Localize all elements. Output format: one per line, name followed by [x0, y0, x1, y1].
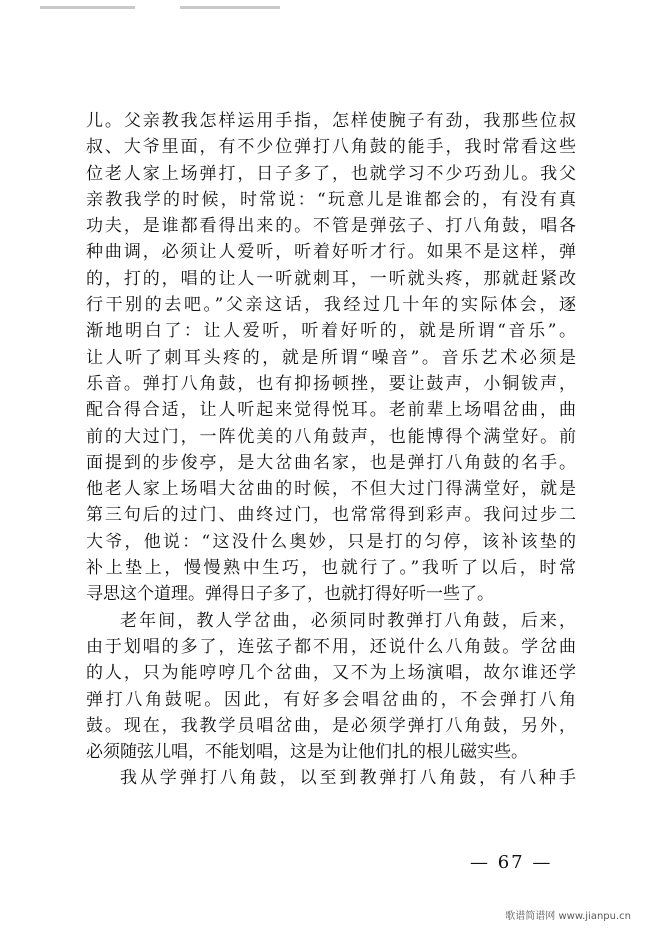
text-line: 儿。父亲教我怎样运用手指，怎样使腕子有劲，我那些位叔	[86, 111, 576, 131]
text-line: 弹打八角鼓呢。因此，有好多会唱岔曲的，不会弹打八角	[86, 689, 576, 710]
text-line: 的，打的，唱的让人一听就刺耳，一听就头疼，那就赶紧改	[86, 268, 576, 289]
text-line: 必须随弦儿唱，不能划唱，这是为让他们扎的根儿磁实些。	[86, 742, 528, 763]
top-edge-marks	[40, 6, 280, 10]
text-line: 大爷，他说：“这没什么奥妙，只是打的匀停，该补该垫的	[86, 531, 576, 552]
text-line: 功夫，是谁都看得出来的。不管是弹弦子、打八角鼓，唱各	[86, 216, 576, 237]
text-line: 由于划唱的多了，连弦子都不用，还说什么八角鼓。学岔曲	[86, 636, 576, 657]
text-line: 的人，只为能哼哼几个岔曲，又不为上场演唱，故尔谁还学	[86, 663, 576, 684]
text-line: 鼓。现在，我教学员唱岔曲，是必须学弹打八角鼓，另外，	[86, 715, 576, 736]
text-line: 行干别的去吧。”父亲这话，我经过几十年的实际体会，逐	[86, 295, 576, 316]
text-line: 种曲调，必须让人爱听，听着好听才行。如果不是这样，弹	[86, 242, 576, 263]
text-line: 叔、大爷里面，有不少位弹打八角鼓的能手，我时常看这些	[86, 137, 576, 158]
text-line: 亲教我学的时候，时常说：“玩意儿是谁都会的，有没有真	[86, 189, 576, 210]
watermark: 歌谱简谱网 www.jianpu.cn	[505, 911, 631, 922]
body-text	[86, 108, 576, 792]
page-number: — 67 —	[470, 852, 553, 873]
paragraph-first-line: 我从学弹打八角鼓，以至到教弹打八角鼓，有八种手	[120, 768, 576, 789]
text-line: 乐音。弹打八角鼓，也有抑扬顿挫，要让鼓声，小铜钹声，	[86, 373, 576, 394]
text-line: 寻思这个道理。弹得日子多了，也就打得好听一些了。	[86, 584, 494, 605]
text-line: 配合得合适，让人听起来觉得悦耳。老前辈上场唱岔曲，曲	[86, 400, 576, 421]
text-line: 补上垫上，慢慢熟中生巧，也就行了。”我听了以后，时常	[86, 558, 576, 579]
paragraph-first-line: 老年间，教人学岔曲，必须同时教弹打八角鼓，后来，	[120, 610, 576, 631]
text-line: 前的大过门，一阵优美的八角鼓声，也能博得个满堂好。前	[86, 426, 576, 447]
text-line: 面提到的步俊亭，是大岔曲名家，也是弹打八角鼓的名手。	[86, 452, 576, 473]
text-line: 位老人家上场弹打，日子多了，也就学习不少巧劲儿。我父	[86, 163, 576, 184]
text-line: 第三句后的过门、曲终过门，也常常得到彩声。我问过步二	[86, 505, 576, 526]
text-line: 他老人家上场唱大岔曲的时候，不但大过门得满堂好，就是	[86, 479, 576, 500]
text-line: 让人听了刺耳头疼的，就是所谓“噪音”。音乐艺术必须是	[86, 347, 576, 368]
text-line: 渐地明白了：让人爱听，听着好听的，就是所谓“音乐”。	[86, 321, 576, 342]
